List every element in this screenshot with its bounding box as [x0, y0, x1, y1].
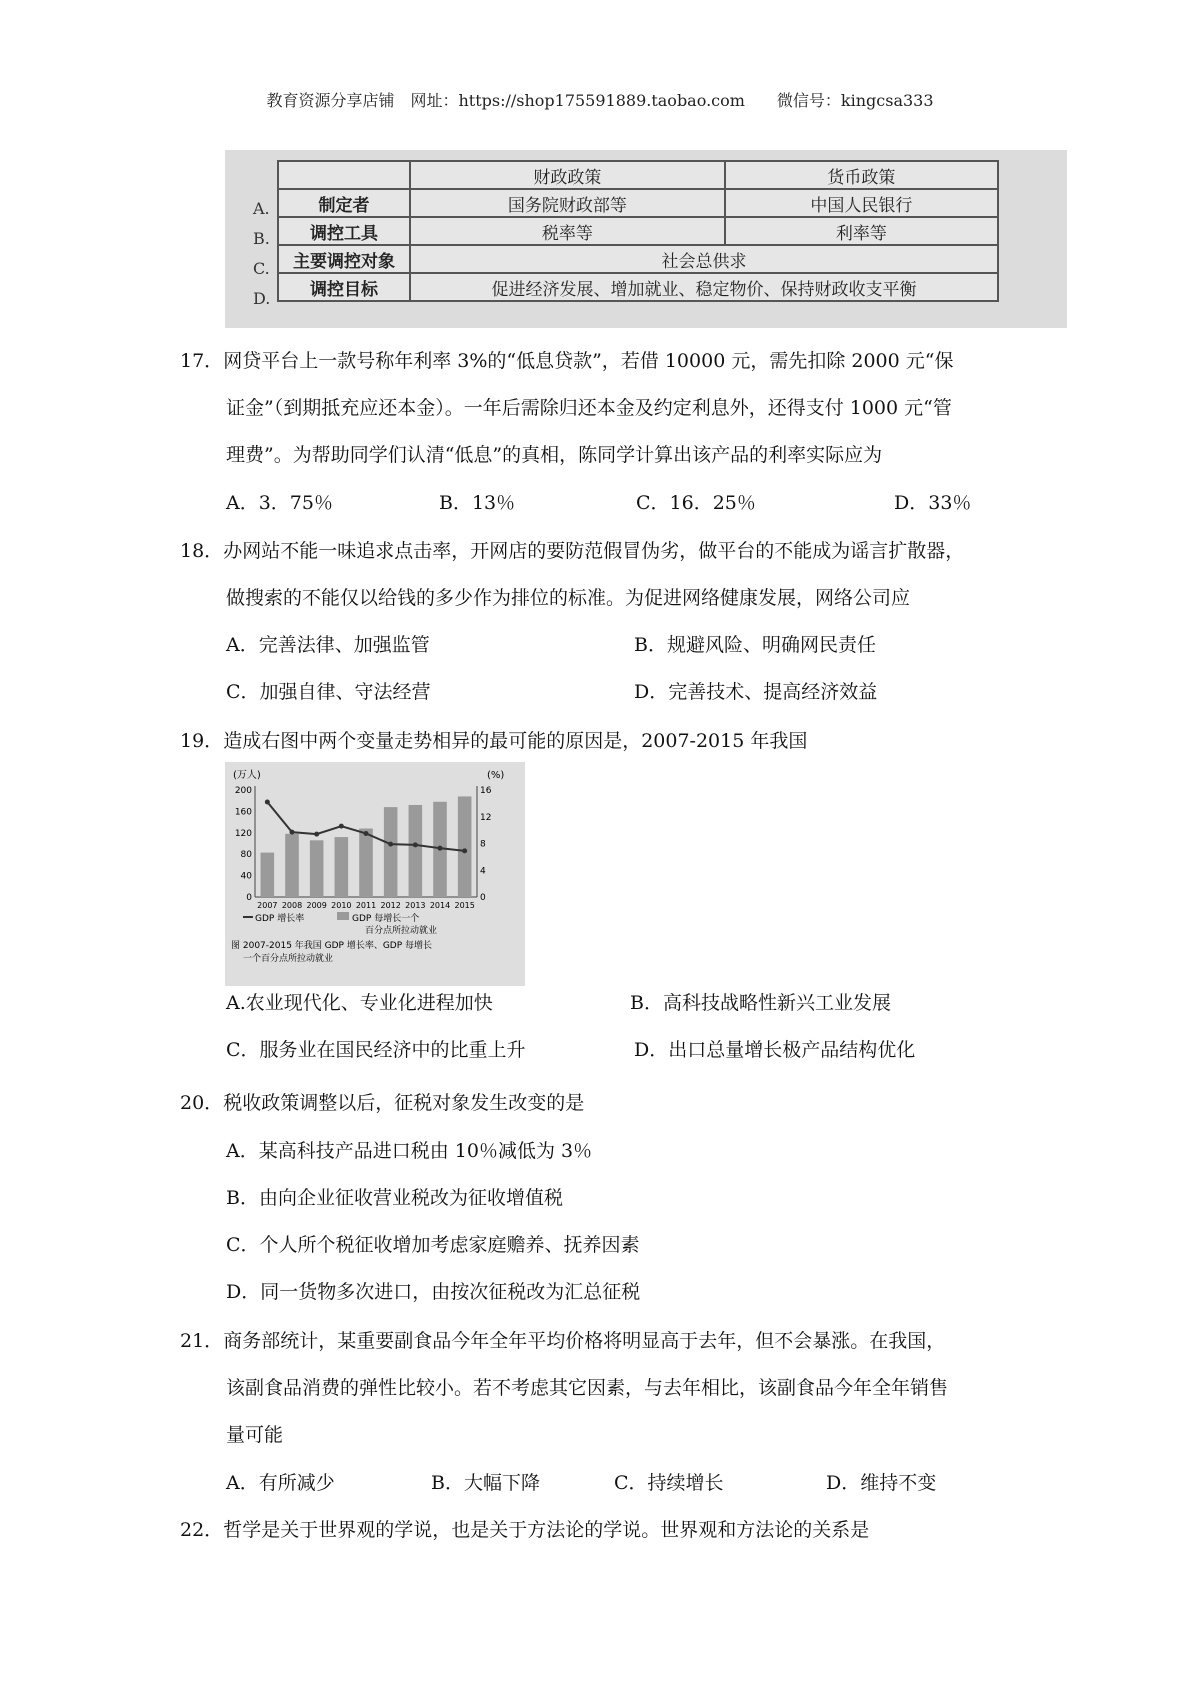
y-left-tick-label: 40	[240, 871, 252, 882]
chart-svg	[225, 762, 525, 986]
question-line: 税收政策调整以后，征税对象发生改变的是	[223, 1092, 585, 1114]
cell-merged: 促进经济发展、增加就业、稳定物价、保持财政收支平衡	[410, 273, 998, 301]
chart-caption-1: 图 2007-2015 年我国 GDP 增长率、GDP 每增长	[231, 941, 433, 951]
chart-bar	[310, 840, 324, 897]
x-tick-label: 2013	[405, 901, 426, 910]
y-left-tick-label: 120	[234, 828, 252, 839]
chart-bar	[285, 834, 299, 897]
table-row	[278, 217, 998, 245]
question-17	[180, 338, 1040, 479]
x-tick-label: 2008	[281, 901, 303, 910]
option-a[interactable]: A．完善法律、加强监管	[226, 634, 430, 656]
option-a[interactable]: A．某高科技产品进口税由 10％减低为 3％	[226, 1140, 593, 1162]
table-corner	[278, 161, 410, 189]
question-line: 理费”。为帮助同学们认清“低息”的真相，陈同学计算出该产品的利率实际应为	[226, 444, 883, 466]
y-right-tick-label: 4	[480, 866, 486, 877]
gdp-growth-point	[462, 848, 467, 853]
question-line: 做搜索的不能仅以给钱的多少作为排位的标准。为促进网络健康发展，网络公司应	[226, 587, 911, 609]
gdp-growth-point	[339, 824, 344, 829]
chart-bar	[335, 837, 349, 897]
legend-bar-swatch	[337, 912, 349, 920]
gdp-growth-point	[388, 842, 393, 847]
legend-employment-2: 百分点所拉动就业	[365, 926, 438, 936]
question-number: 22．	[180, 1519, 224, 1541]
col-monetary: 货币政策	[725, 161, 998, 189]
row-label: 主要调控对象	[278, 245, 410, 273]
option-d[interactable]: D．维持不变	[826, 1472, 937, 1494]
gdp-growth-point	[314, 832, 319, 837]
question-line: 网贷平台上一款号称年利率 3%的“低息贷款”，若借 10000 元，需先扣除 2000 元“保	[223, 350, 954, 372]
gdp-growth-point	[265, 800, 270, 805]
option-b[interactable]: B．高科技战略性新兴工业发展	[630, 992, 891, 1014]
option-b[interactable]: B．大幅下降	[431, 1472, 540, 1494]
table-row	[278, 245, 998, 273]
x-tick-label: 2015	[454, 901, 475, 910]
cell-monetary: 中国人民银行	[725, 189, 998, 217]
x-tick-label: 2010	[331, 901, 352, 910]
letter-b: B.	[253, 229, 270, 248]
x-tick-label: 2009	[306, 901, 327, 910]
y-right-tick-label: 12	[480, 812, 492, 823]
y-right-tick-label: 16	[480, 786, 492, 796]
question-19	[180, 718, 1040, 765]
cell-fiscal: 税率等	[410, 217, 725, 245]
policy-table	[277, 160, 999, 302]
option-a[interactable]: A．有所减少	[226, 1472, 335, 1494]
chart-caption-2: 一个百分点所拉动就业	[243, 954, 334, 964]
option-c[interactable]: C．个人所个税征收增加考虑家庭赡养、抚养因素	[226, 1234, 640, 1256]
x-tick-label: 2007	[257, 901, 278, 910]
y-left-tick-label: 160	[234, 807, 252, 818]
option-b[interactable]: B．由向企业征收营业税改为征收增值税	[226, 1187, 563, 1209]
y-left-tick-label: 80	[240, 850, 252, 861]
table-header-row	[278, 161, 998, 189]
policy-table-image	[225, 150, 1067, 328]
question-number: 20．	[180, 1092, 224, 1114]
row-label: 制定者	[278, 189, 410, 217]
question-line: 造成右图中两个变量走势相异的最可能的原因是，2007-2015 年我国	[223, 730, 808, 752]
question-22	[180, 1507, 1040, 1554]
question-number: 17．	[180, 350, 224, 372]
option-d[interactable]: D．出口总量增长极产品结构优化	[634, 1039, 916, 1061]
x-tick-label: 2014	[429, 901, 451, 910]
option-c[interactable]: C．加强自律、守法经营	[226, 681, 431, 703]
option-c[interactable]: C．持续增长	[614, 1472, 724, 1494]
y-right-tick-label: 8	[480, 839, 486, 850]
question-line: 哲学是关于世界观的学说，也是关于方法论的学说。世界观和方法论的关系是	[223, 1519, 870, 1541]
x-tick-label: 2012	[380, 901, 401, 910]
y-right-label: (%)	[487, 770, 505, 781]
chart-bar	[261, 853, 275, 897]
option-a[interactable]: A．3．75％	[226, 492, 333, 514]
row-label: 调控目标	[278, 273, 410, 301]
legend-gdp-growth: GDP 增长率	[255, 914, 305, 924]
gdp-growth-point	[290, 830, 295, 835]
legend-employment-1: GDP 每增长一个	[352, 914, 420, 924]
gdp-employment-chart	[225, 762, 525, 986]
question-21	[180, 1318, 1040, 1459]
chart-bar	[409, 805, 423, 897]
gdp-growth-point	[413, 842, 418, 847]
question-line: 证金”（到期抵充应还本金）。一年后需除归还本金及约定利息外，还得支付 1000 元“管	[226, 397, 952, 419]
question-number: 18．	[180, 540, 224, 562]
chart-bar	[359, 829, 373, 897]
option-b[interactable]: B．规避风险、明确网民责任	[634, 634, 876, 656]
gdp-growth-point	[438, 846, 443, 851]
question-20	[180, 1080, 1040, 1127]
option-a[interactable]: A.农业现代化、专业化进程加快	[226, 992, 493, 1014]
letter-a: A.	[253, 199, 270, 218]
cell-monetary: 利率等	[725, 217, 998, 245]
y-left-tick-label: 0	[246, 893, 252, 903]
question-number: 21．	[180, 1330, 224, 1352]
row-label: 调控工具	[278, 217, 410, 245]
question-number: 19．	[180, 730, 224, 752]
table-row	[278, 189, 998, 217]
y-left-tick-label: 200	[234, 786, 252, 796]
question-line: 量可能	[226, 1424, 284, 1446]
y-right-tick-label: 0	[480, 893, 486, 903]
option-c[interactable]: C．16．25％	[636, 492, 756, 514]
gdp-growth-point	[364, 831, 369, 836]
option-letters	[253, 194, 270, 314]
option-b[interactable]: B．13％	[439, 492, 516, 514]
x-tick-label: 2011	[355, 901, 377, 910]
page-header: 教育资源分享店铺 网址：https://shop175591889.taobao.com 微信号：kingcsa333	[266, 91, 934, 110]
option-d[interactable]: D．同一货物多次进口，由按次征税改为汇总征税	[226, 1281, 641, 1303]
question-line: 商务部统计，某重要副食品今年全年平均价格将明显高于去年，但不会暴涨。在我国，	[223, 1330, 946, 1352]
chart-bar	[458, 796, 472, 897]
cell-fiscal: 国务院财政部等	[410, 189, 725, 217]
cell-merged: 社会总供求	[410, 245, 998, 273]
question-18	[180, 528, 1040, 622]
letter-c: C.	[253, 259, 270, 278]
chart-bar	[384, 807, 398, 897]
option-d[interactable]: D．完善技术、提高经济效益	[634, 681, 878, 703]
letter-d: D.	[253, 289, 271, 308]
question-line: 该副食品消费的弹性比较小。若不考虑其它因素，与去年相比，该副食品今年全年销售	[226, 1377, 949, 1399]
option-c[interactable]: C．服务业在国民经济中的比重上升	[226, 1039, 526, 1061]
option-d[interactable]: D．33％	[894, 492, 972, 514]
col-fiscal: 财政政策	[410, 161, 725, 189]
question-line: 办网站不能一味追求点击率，开网店的要防范假冒伪劣，做平台的不能成为谣言扩散器，	[223, 540, 965, 562]
y-left-label: (万人)	[233, 770, 261, 781]
table-row	[278, 273, 998, 301]
